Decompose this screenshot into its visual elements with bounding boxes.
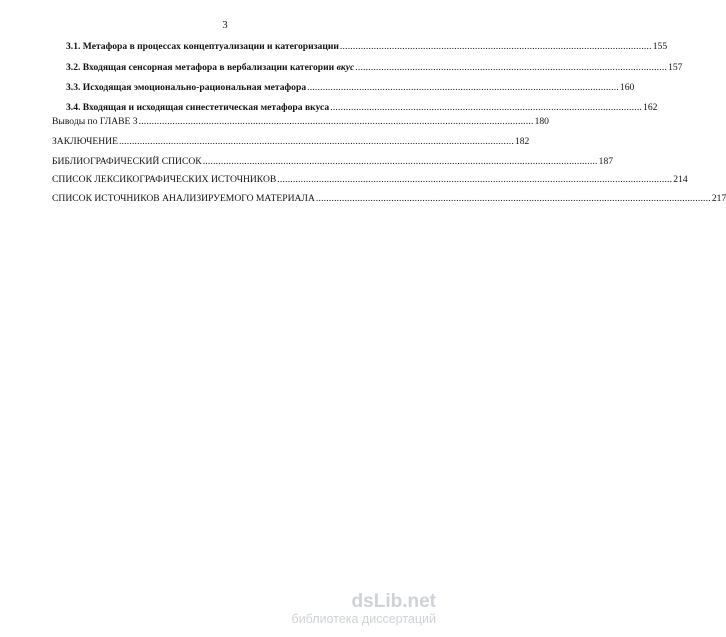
toc-entry-page: 157 — [668, 62, 683, 73]
toc-entry-page: 155 — [652, 41, 668, 52]
toc-entry-material-sources — [52, 193, 726, 204]
logo-lib: Lib — [373, 591, 403, 612]
toc-entry-lexicographic-sources — [52, 174, 688, 185]
page-number: 3 — [222, 20, 228, 31]
toc-entry-page: 160 — [619, 82, 635, 93]
watermark-subtitle: библиотека диссертаций — [291, 612, 436, 626]
toc-entry-title: СПИСОК ИСТОЧНИКОВ АНАЛИЗИРУЕМОГО МАТЕРИАЛА — [52, 193, 315, 204]
toc-entry-bibliography — [52, 156, 614, 167]
toc-entry-title-text: 3.2. Входящая сенсорная метафора в вербализации категории — [66, 62, 335, 73]
toc-leader-dots: ........................................................................................................................ — [307, 82, 619, 93]
toc-leader-dots: ........................................................................................................................ — [339, 41, 652, 52]
toc-entry-3-3 — [66, 82, 635, 93]
toc-entry-page: 214 — [673, 174, 688, 185]
toc-entry-title: 3.4. Входящая и исходящая синестетическая метафора вкуса — [66, 102, 330, 113]
toc-entry-conclusion — [52, 136, 530, 147]
toc-entry-page: 217 — [711, 193, 726, 204]
toc-entry-title: СПИСОК ЛЕКСИКОГРАФИЧЕСКИХ ИСТОЧНИКОВ — [52, 174, 277, 185]
toc-leader-dots: ........................................................................................................................ — [330, 102, 643, 113]
toc-entry-title: 3.3. Исходящая эмоционально-рациональная метафора — [66, 82, 307, 93]
toc-entry-page: 187 — [598, 156, 614, 167]
toc-leader-dots: ........................................................................................................................................................ — [202, 156, 598, 167]
toc-entry-title — [66, 62, 354, 73]
toc-leader-dots: ........................................................................................................................ — [355, 62, 668, 73]
toc-entry-3-4 — [66, 102, 658, 113]
toc-leader-dots: ........................................................................................................................................................ — [118, 136, 514, 147]
toc-entry-title: Выводы по ГЛАВЕ 3 — [52, 116, 138, 127]
toc-entry-3-2 — [66, 62, 683, 73]
toc-entry-3-1 — [66, 41, 668, 52]
toc-entry-title: БИБЛИОГРАФИЧЕСКИЙ СПИСОК — [52, 156, 202, 167]
toc-entry-title: ЗАКЛЮЧЕНИЕ — [52, 136, 118, 147]
toc-entry-page: 182 — [514, 136, 530, 147]
toc-entry-title: 3.1. Метафора в процессах концептуализации и категоризации — [66, 41, 339, 52]
dslib-logo — [292, 592, 436, 612]
logo-net: .net — [402, 591, 436, 612]
dslib-watermark — [292, 592, 436, 627]
toc-entry-page: 162 — [643, 102, 658, 113]
toc-leader-dots: ........................................................................................................................................................ — [277, 174, 673, 185]
logo-ds: ds — [351, 591, 374, 612]
toc-leader-dots: ........................................................................................................................................................ — [138, 116, 534, 127]
toc-entry-chapter3-conclusions — [52, 116, 549, 127]
toc-entry-title-italic: вкус — [336, 62, 355, 73]
toc-entry-page: 180 — [534, 116, 549, 127]
toc-leader-dots: ........................................................................................................................................................ — [315, 193, 711, 204]
